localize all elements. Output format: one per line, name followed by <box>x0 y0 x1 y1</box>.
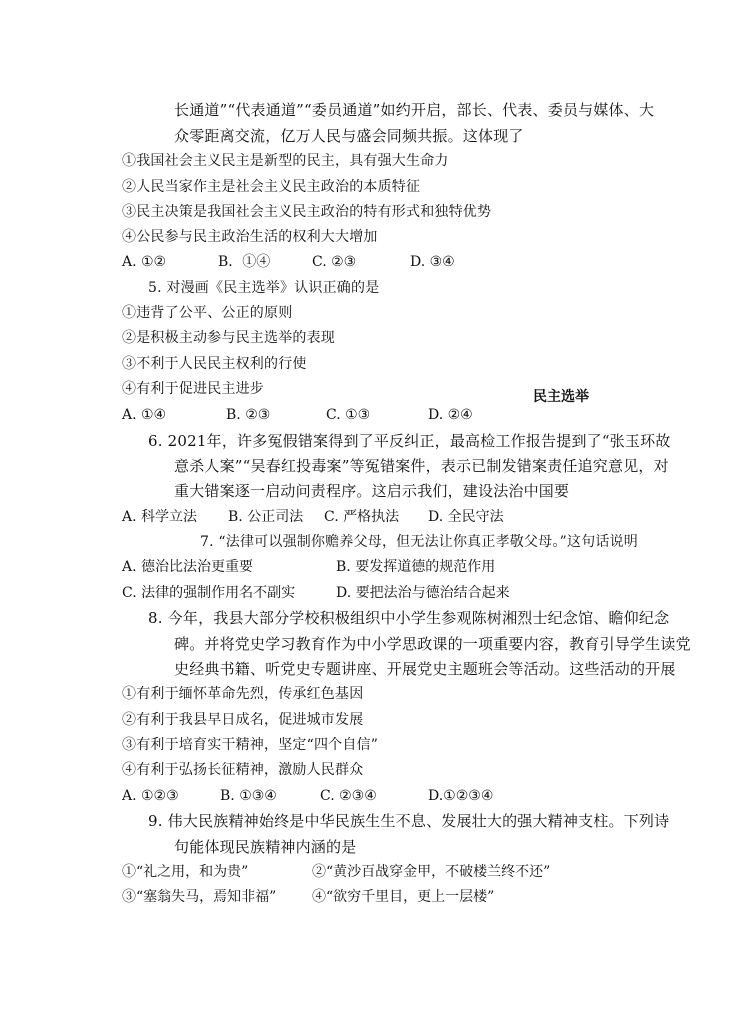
q8-option-b: B. ①③④ <box>220 788 277 804</box>
q5-option-a: A. ①④ <box>122 407 167 423</box>
q4-statement-3: ③民主决策是我国社会主义民主政治的特有形式和独特优势 <box>122 204 492 220</box>
q4-option-b: B．①④ <box>218 254 271 270</box>
q6-option-a: A. 科学立法 <box>122 509 198 525</box>
q8-stem-line-1: 8. 今年，我县大部分学校积极组织中小学生参观陈树湘烈士纪念馆、瞻仰纪念 <box>148 609 670 627</box>
q5-statement-1: ①违背了公平、公正的原则 <box>122 305 293 321</box>
q4-option-d: D. ③④ <box>410 254 455 270</box>
q5-option-b: B. ②③ <box>226 407 271 423</box>
q4-stem-line-2: 众零距离交流，亿万人民与盛会同频共振。这体现了 <box>174 127 524 145</box>
q9-statement-1: ①“礼之用，和为贵” <box>122 864 249 880</box>
q6-option-c: C. 严格执法 <box>324 509 400 525</box>
q4-option-a: A. ①② <box>122 254 167 270</box>
q5-statement-4: ④有利于促进民主进步 <box>122 381 264 397</box>
q8-statement-4: ④有利于弘扬长征精神，激励人民群众 <box>122 762 364 778</box>
q9-stem-line-1: 9. 伟大民族精神始终是中华民族生生不息、发展壮大的强大精神支柱。下列诗 <box>148 812 670 830</box>
q9-statement-4: ④“欲穷千里目，更上一层楼” <box>312 889 495 905</box>
q5-option-d: D. ②④ <box>428 407 473 423</box>
q8-option-d: D.①②③④ <box>428 788 494 804</box>
q8-statement-2: ②有利于我县早日成名，促进城市发展 <box>122 712 364 728</box>
q4-stem-line-1: 长通道”“代表通道”“委员通道”如约开启，部长、代表、委员与媒体、大 <box>174 101 655 119</box>
q6-stem-line-1: 6. 2021年，许多冤假错案得到了平反纠正，最高检工作报告提到了“张玉环故 <box>148 432 671 450</box>
q7-option-a: A. 德治比法治更重要 <box>122 559 254 575</box>
q9-stem-line-2: 句能体现民族精神内涵的是 <box>174 838 357 856</box>
q4-option-c: C. ②③ <box>312 254 357 270</box>
q8-option-c: C. ②③④ <box>320 788 377 804</box>
q6-option-d: D. 全民守法 <box>428 509 504 525</box>
q6-option-b: B. 公正司法 <box>228 509 304 525</box>
q7-option-d: D. 要把法治与德治结合起来 <box>336 585 510 601</box>
q9-statement-2: ②“黄沙百战穿金甲，不破楼兰终不还” <box>312 864 551 880</box>
q8-stem-line-3: 史经典书籍、听党史专题讲座、开展党史主题班会等活动。这些活动的开展 <box>174 660 676 678</box>
q8-option-a: A. ①②③ <box>122 788 179 804</box>
q5-stem: 5. 对漫画《民主选举》认识正确的是 <box>148 280 380 296</box>
q7-option-b: B. 要发挥道德的规范作用 <box>336 559 496 575</box>
q8-statement-3: ③有利于培育实干精神，坚定“四个自信” <box>122 737 379 753</box>
q5-option-c: C. ①③ <box>326 407 371 423</box>
q8-stem-line-2: 碑。并将党史学习教育作为中小学思政课的一项重要内容，教育引导学生读党 <box>174 635 691 653</box>
q4-statement-1: ①我国社会主义民主是新型的民主，具有强大生命力 <box>122 153 449 169</box>
q4-statement-2: ②人民当家作主是社会主义民主政治的本质特征 <box>122 179 421 195</box>
cartoon-title: 民主选举 <box>533 389 589 405</box>
q4-statement-4: ④公民参与民主政治生活的权利大大增加 <box>122 229 378 245</box>
q8-statement-1: ①有利于缅怀革命先烈，传承红色基因 <box>122 686 364 702</box>
q7-option-c: C. 法律的强制作用名不副实 <box>122 585 296 601</box>
q5-statement-2: ②是积极主动参与民主选举的表现 <box>122 330 335 346</box>
q6-stem-line-2: 意杀人案”“吴春红投毒案”等冤错案件，表示已制发错案责任追究意见，对 <box>174 457 669 475</box>
q7-stem: 7. “法律可以强制你赡养父母，但无法让你真正孝敬父母。”这句话说明 <box>200 534 638 550</box>
q5-statement-3: ③不利于人民民主权利的行使 <box>122 356 307 372</box>
q9-statement-3: ③“塞翁失马，焉知非福” <box>122 889 277 905</box>
q6-stem-line-3: 重大错案逐一启动问责程序。这启示我们，建设法治中国要 <box>174 482 570 500</box>
